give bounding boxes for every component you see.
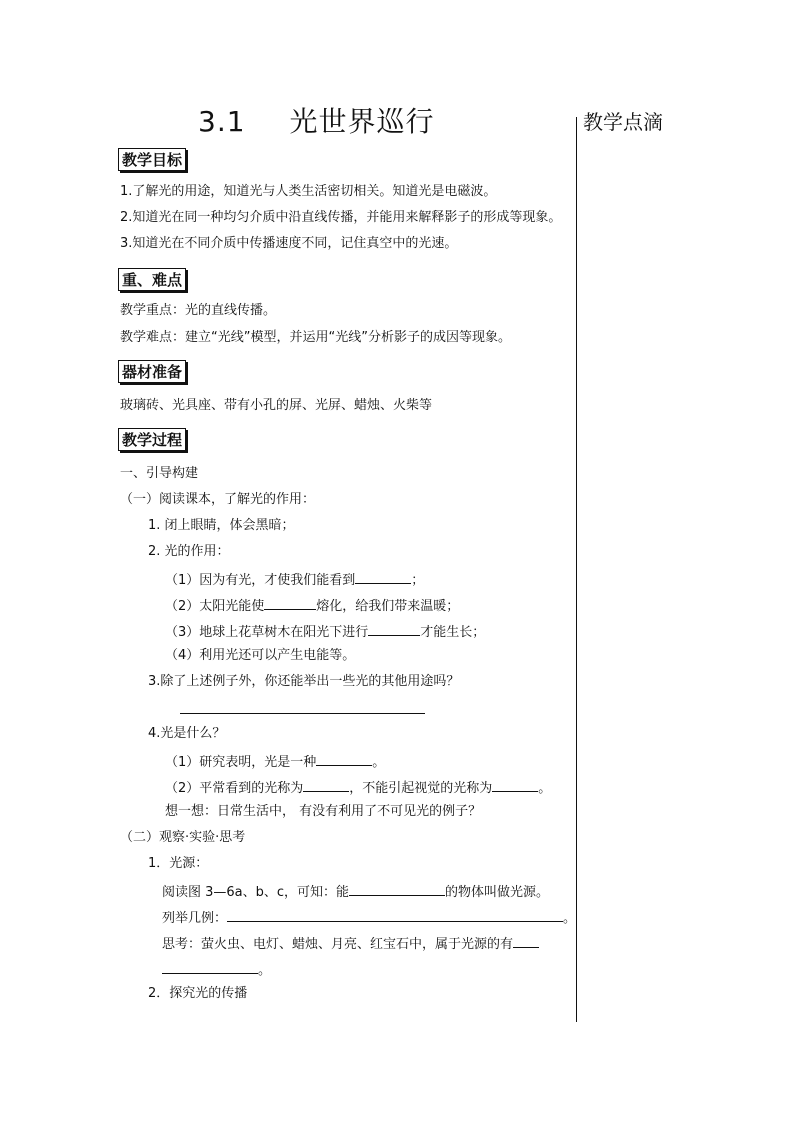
answer-blank[interactable] bbox=[492, 778, 538, 792]
subsection-1-heading: （一）阅读课本，了解光的作用： bbox=[120, 492, 316, 507]
answer-blank[interactable] bbox=[227, 908, 563, 922]
read-figure: 阅读图 3—6a、b、c，可知：能 的物体叫做光源。 bbox=[162, 882, 549, 901]
answer-blank[interactable] bbox=[355, 570, 411, 584]
page-title bbox=[198, 100, 435, 140]
answer-blank[interactable] bbox=[513, 934, 539, 948]
objective-3: 3.知道光在不同介质中传播速度不同，记住真空中的光速。 bbox=[120, 236, 458, 251]
item-1: 1. 闭上眼睛，体会黑暗； bbox=[148, 518, 295, 533]
question-3: （3）地球上花草树木在阳光下进行 才能生长； bbox=[165, 622, 485, 641]
sidebar-title: 教学点滴 bbox=[583, 110, 663, 134]
item-4: 4.光是什么？ bbox=[148, 726, 226, 741]
section-materials: 器材准备 bbox=[118, 360, 186, 383]
section-key-points: 重、难点 bbox=[118, 268, 186, 291]
explore-heading: 2．探究光的传播 bbox=[148, 986, 248, 1001]
question-4: （4）利用光还可以产生电能等。 bbox=[165, 648, 356, 663]
answer-blank[interactable] bbox=[264, 596, 316, 610]
think-question: 想一想：日常生活中， 有没有利用了不可见光的例子？ bbox=[165, 804, 482, 819]
lesson-title: 光世界巡行 bbox=[289, 105, 435, 138]
materials-text: 玻璃砖、光具座、带有小孔的屏、光屏、蜡烛、火柴等 bbox=[120, 398, 433, 413]
what-is-light-1: （1）研究表明，光是一种 。 bbox=[165, 752, 385, 771]
answer-blank[interactable] bbox=[162, 960, 258, 974]
answer-blank[interactable] bbox=[368, 622, 420, 636]
answer-blank[interactable] bbox=[349, 882, 445, 896]
consider-continued: 。 bbox=[162, 960, 271, 979]
objective-2: 2.知道光在同一种均匀介质中沿直线传播，并能用来解释影子的形成等现象。 bbox=[120, 210, 562, 225]
subsection-2-heading: （二）观察·实验·思考 bbox=[120, 830, 246, 845]
part-1-heading: 一、引导构建 bbox=[120, 466, 199, 481]
section-number: 3.1 bbox=[198, 105, 246, 138]
objective-1: 1.了解光的用途，知道光与人类生活密切相关。知道光是电磁波。 bbox=[120, 184, 497, 199]
list-examples: 列举几例： 。 bbox=[162, 908, 576, 927]
what-is-light-2: （2）平常看到的光称为 ，不能引起视觉的光称为 。 bbox=[165, 778, 551, 797]
section-objectives: 教学目标 bbox=[118, 148, 186, 171]
answer-blank[interactable] bbox=[316, 752, 372, 766]
key-difficulty: 教学难点：建立“光线”模型，并运用“光线”分析影子的成因等现象。 bbox=[120, 330, 511, 345]
answer-blank[interactable] bbox=[303, 778, 349, 792]
key-focus: 教学重点：光的直线传播。 bbox=[120, 303, 277, 318]
section-process: 教学过程 bbox=[118, 428, 186, 451]
item-2: 2. 光的作用： bbox=[148, 544, 230, 559]
item-3: 3.除了上述例子外，你还能举出一些光的其他用途吗？ bbox=[148, 674, 460, 689]
question-2: （2）太阳光能使 熔化，给我们带来温暖； bbox=[165, 596, 459, 615]
light-source-heading: 1．光源： bbox=[148, 856, 209, 871]
consider-question: 思考：萤火虫、电灯、蜡烛、月亮、红宝石中，属于光源的有 bbox=[162, 934, 539, 953]
question-1: （1）因为有光，才使我们能看到 ； bbox=[165, 570, 424, 589]
column-divider bbox=[576, 117, 577, 1022]
answer-line[interactable] bbox=[180, 713, 425, 714]
